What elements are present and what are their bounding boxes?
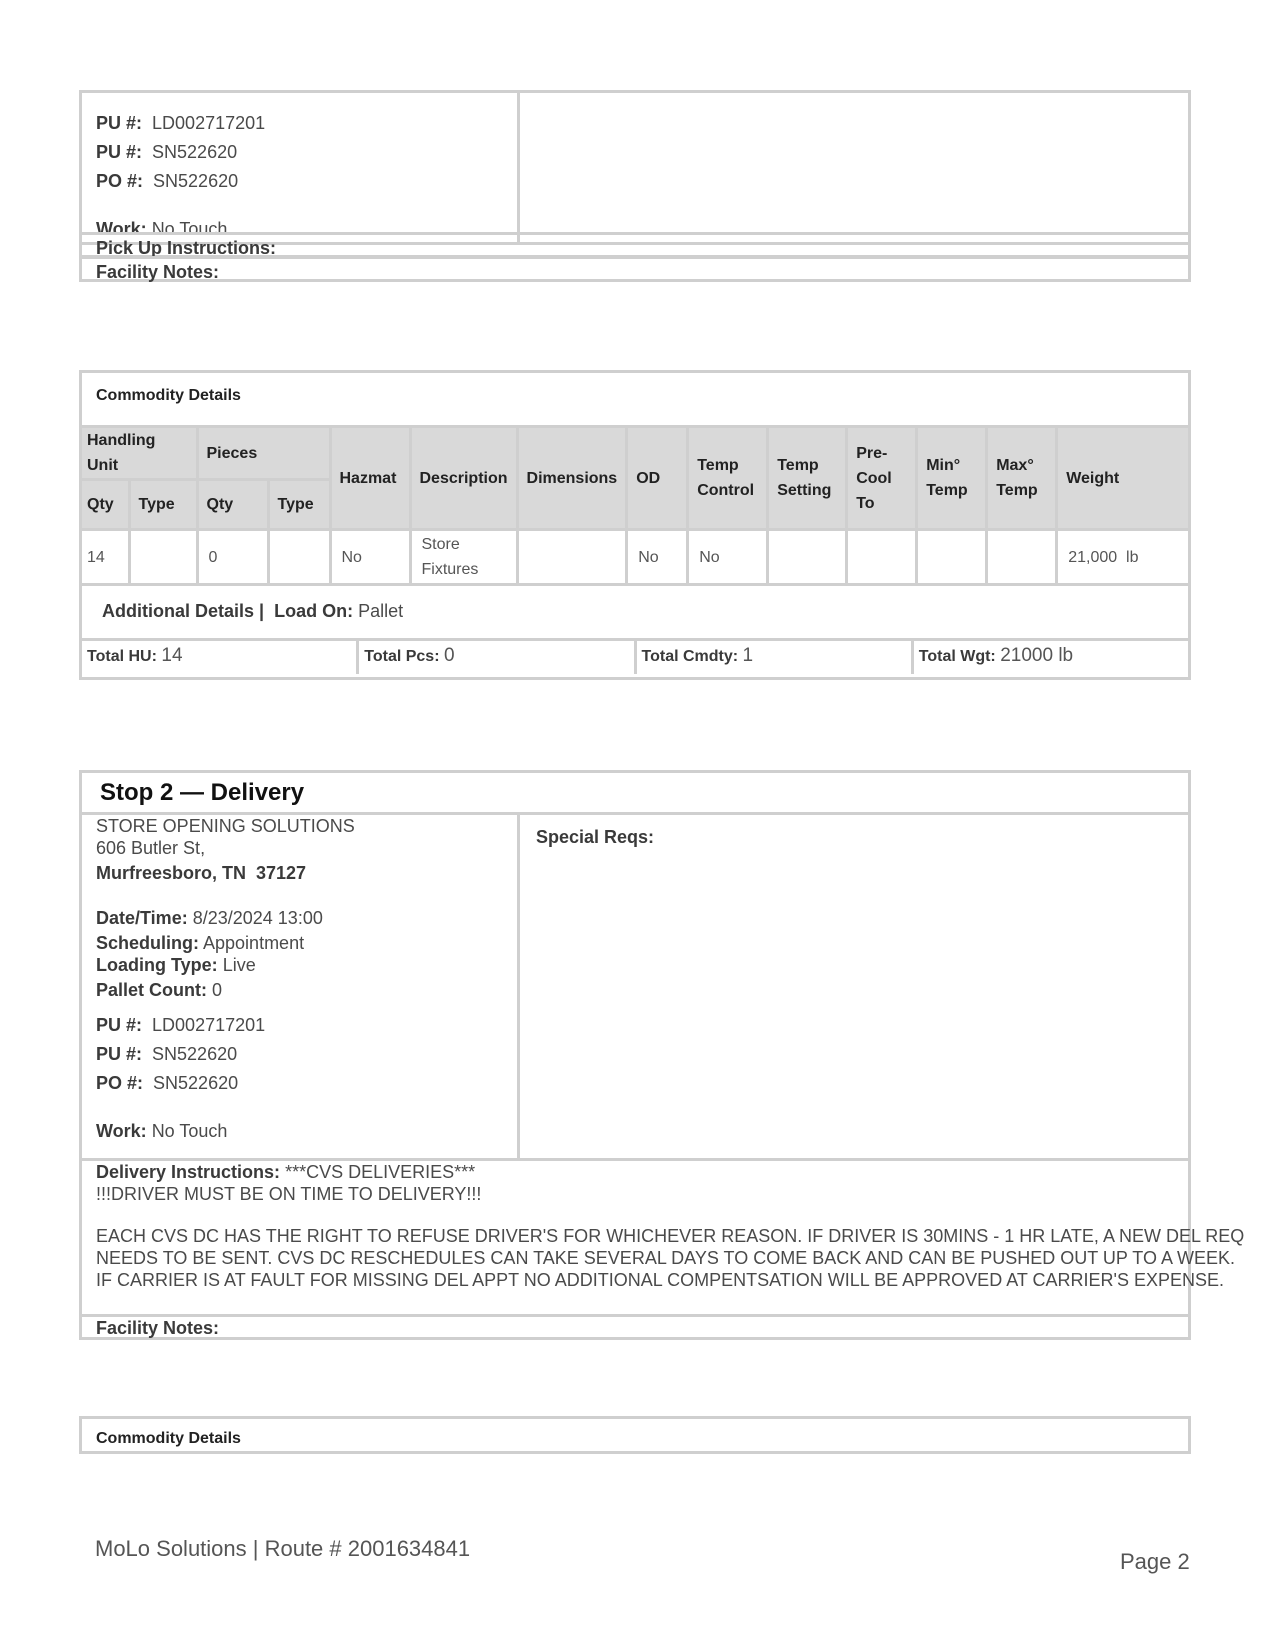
commodity-details-title: Commodity Details [96,1430,241,1447]
table-row [82,530,1188,585]
page-number: Page 2 [1120,1549,1190,1574]
header-dimensions: Dimensions [517,428,627,530]
header-hu-type: Type [129,480,197,530]
cell-temp-control: No [688,530,768,585]
po-number-line: PO #: SN522620 [96,171,239,191]
work-line: Work: No Touch [96,1121,228,1141]
total-hu: Total HU: 14 [82,641,359,674]
totals-row [82,641,1188,674]
header-pcs-type: Type [268,480,330,530]
po-number-line: PO #: SN522620 [96,1073,239,1093]
header-min-temp: Min° Temp [917,428,987,530]
header-od: OD [627,428,688,530]
scheduling-line: Scheduling: Appointment [96,933,305,953]
header-pcs-qty: Qty [197,480,268,530]
header-weight: Weight [1057,428,1188,530]
cell-pcs-qty: 0 [197,530,268,585]
pu-number-line: PU #: SN522620 [96,1044,238,1064]
total-pcs: Total Pcs: 0 [359,641,636,674]
pu-number-line: PU #: LD002717201 [96,113,266,133]
header-temp-control: Temp Control [688,428,768,530]
stop1-reference-column [82,93,520,242]
stop1-reference-panel [79,90,1191,245]
header-description: Description [410,428,517,530]
special-reqs-column [520,815,1188,1158]
stop2-delivery-panel [79,770,1245,1340]
cell-pcs-type [268,530,330,585]
total-wgt: Total Wgt: 21000 lb [918,645,1074,666]
cell-pre-cool-to [847,530,917,585]
cell-od: No [627,530,688,585]
stop1-blank-column [520,93,1188,242]
commodity-details-panel [79,370,1191,680]
street-address: 606 Butler St, [96,838,206,858]
header-max-temp: Max° Temp [987,428,1057,530]
additional-details-row: Additional Details | Load On: Pallet [82,586,1188,641]
pu-number-value: LD002717201 [152,113,266,133]
cell-weight: 21,000 lb [1057,530,1188,585]
pu-number-line: PU #: SN522620 [96,142,238,162]
load-on-value: Pallet [358,601,404,621]
po-number-value: SN522620 [153,171,239,191]
datetime-line: Date/Time: 8/23/2024 13:00 [96,908,323,928]
stop2-title: Stop 2 — Delivery [82,773,1188,815]
cell-temp-setting [768,530,847,585]
delivery-instructions: Delivery Instructions: ***CVS DELIVERIES*** !!!DRIVER MUST BE ON TIME TO DELIVERY!!! EACH CVS DC HAS THE RIGHT TO REFUSE DRIVER'S FOR WHICHEVER REASON. IF DRIVER IS 30MINS - 1 HR LATE, A NEW DEL REQ NEEDS TO BE SENT. CVS DC RESCHEDULES CAN TAKE SEVERAL DAYS TO COME BACK AND CAN BE PUSHED OUT UP TO A WEEK. IF CARRIER IS AT FAULT FOR MISSING DEL APPT NO ADDITIONAL COMPENTSATION WILL BE APPROVED AT CARRIER'S EXPENSE. [82,1161,1188,1317]
pickup-instructions-row: Pick Up Instructions: [79,232,1191,258]
cell-hu-qty: 14 [82,530,129,585]
header-hazmat: Hazmat [330,428,410,530]
commodity-details-title: Commodity Details [82,373,1188,428]
stop2-address-column [82,815,520,1158]
work-line: Work: No Touch [96,219,228,239]
commodity-table [82,428,1188,586]
pallet-count-line: Pallet Count: 0 [96,980,223,1000]
header-pre-cool-to: Pre-Cool To [847,428,917,530]
cell-hu-type [129,530,197,585]
work-value: No Touch [151,219,228,239]
footer-route: MoLo Solutions | Route # 2001634841 [95,1536,471,1561]
header-handling-unit: Handling Unit [82,428,197,480]
cell-hazmat: No [330,530,410,585]
total-cmdty: Total Cmdty: 1 [637,641,914,674]
cell-min-temp [917,530,987,585]
header-hu-qty: Qty [82,480,129,530]
loading-type-line: Loading Type: Live [96,955,256,975]
company-name: STORE OPENING SOLUTIONS [96,816,355,836]
special-reqs-label: Special Reqs: [536,827,655,847]
cell-dimensions [517,530,627,585]
stop2-details [82,815,1188,1161]
cell-max-temp [987,530,1057,585]
city-state-zip: Murfreesboro, TN 37127 [96,863,307,883]
facility-notes-row: Facility Notes: [79,256,1191,282]
pu-number-line: PU #: LD002717201 [96,1015,266,1035]
header-temp-setting: Temp Setting [768,428,847,530]
header-pieces: Pieces [197,428,330,480]
cell-description: Store Fixtures [410,530,517,585]
facility-notes-row: Facility Notes: [96,1318,220,1338]
pu-number-value: SN522620 [152,142,238,162]
commodity-details-panel-2 [79,1416,1191,1454]
